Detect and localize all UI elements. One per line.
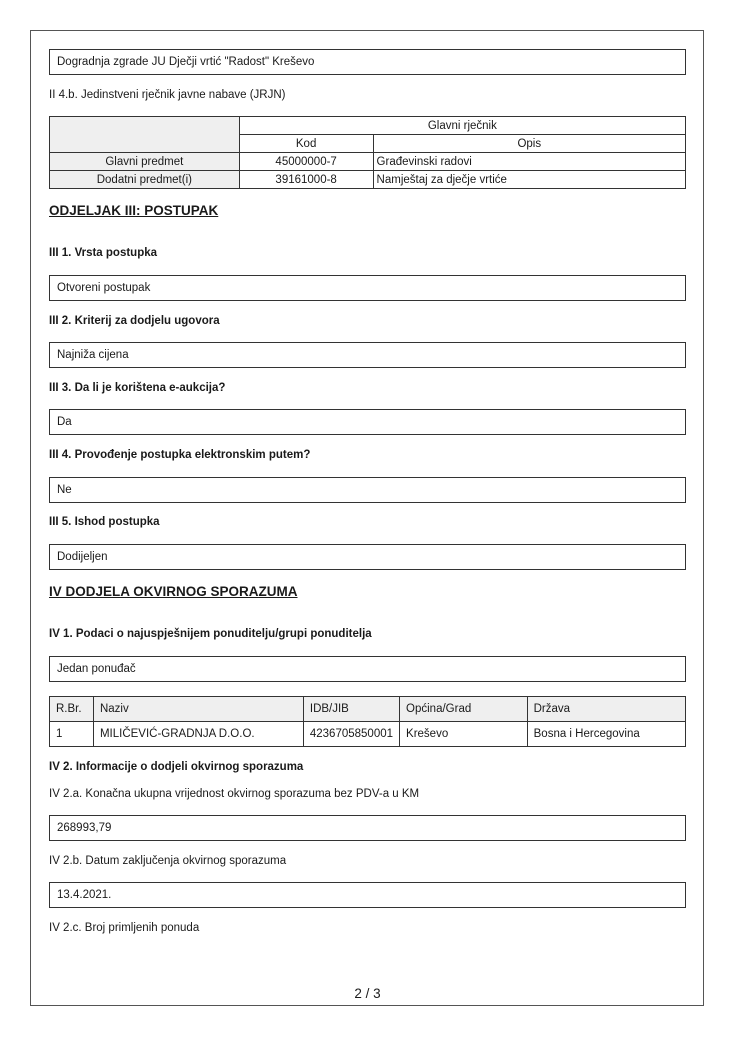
- section3-title: ODJELJAK III: POSTUPAK: [49, 203, 219, 218]
- a-award-criterion: Najniža cijena: [49, 342, 686, 368]
- q-award-info: IV 2. Informacije o dodjeli okvirnog sporazuma: [49, 761, 304, 773]
- table-header-row: [50, 697, 686, 722]
- page-number: 2 / 3: [354, 986, 381, 1001]
- q-bidder: IV 1. Podaci o najuspješnijem ponuditelju/grupi ponuditelja: [49, 628, 372, 640]
- cpv-col-kod: Kod: [239, 135, 373, 153]
- cell-rbr: 1: [50, 722, 94, 747]
- col-naziv: Naziv: [93, 697, 303, 722]
- q-offers-count: IV 2.c. Broj primljenih ponuda: [49, 922, 200, 934]
- table-row: [50, 722, 686, 747]
- col-idb: IDB/JIB: [303, 697, 399, 722]
- q-electronic: III 4. Provođenje postupka elektronskim putem?: [49, 449, 311, 461]
- cell-naziv: MILIČEVIĆ-GRADNJA D.O.O.: [93, 722, 303, 747]
- a-total-value: 268993,79: [49, 815, 686, 841]
- cpv-row-opis: Namještaj za dječje vrtiće: [373, 171, 685, 189]
- q-outcome: III 5. Ishod postupka: [49, 516, 160, 528]
- col-drzava: Država: [527, 697, 685, 722]
- a-procedure-type: Otvoreni postupak: [49, 275, 686, 301]
- q-award-criterion: III 2. Kriterij za dodjelu ugovora: [49, 315, 220, 327]
- cpv-col-opis: Opis: [373, 135, 685, 153]
- cpv-blank-cell: [50, 117, 240, 153]
- cpv-table: [49, 116, 686, 189]
- table-row: [50, 153, 686, 171]
- cell-opcina: Kreševo: [400, 722, 528, 747]
- cpv-row-kod: 39161000-8: [239, 171, 373, 189]
- table-row: [50, 171, 686, 189]
- q-procedure-type: III 1. Vrsta postupka: [49, 247, 158, 259]
- cpv-group-header: Glavni rječnik: [239, 117, 685, 135]
- a-conclusion-date: 13.4.2021.: [49, 882, 686, 908]
- section4-title: IV DODJELA OKVIRNOG SPORAZUMA: [49, 584, 298, 599]
- cpv-row-label: Dodatni predmet(i): [50, 171, 240, 189]
- col-rbr: R.Br.: [50, 697, 94, 722]
- a-electronic: Ne: [49, 477, 686, 503]
- contract-title-box: Dogradnja zgrade JU Dječji vrtić "Radost" Kreševo: [49, 49, 686, 75]
- cpv-row-label: Glavni predmet: [50, 153, 240, 171]
- col-opcina: Općina/Grad: [400, 697, 528, 722]
- a-bidder: Jedan ponuđač: [49, 656, 686, 682]
- a-outcome: Dodijeljen: [49, 544, 686, 570]
- cpv-row-kod: 45000000-7: [239, 153, 373, 171]
- cell-idb: 4236705850001: [303, 722, 399, 747]
- q-e-auction: III 3. Da li je korištena e-aukcija?: [49, 382, 226, 394]
- q-conclusion-date: IV 2.b. Datum zaključenja okvirnog sporazuma: [49, 855, 287, 867]
- a-e-auction: Da: [49, 409, 686, 435]
- q-total-value: IV 2.a. Konačna ukupna vrijednost okvirnog sporazuma bez PDV-a u KM: [49, 788, 420, 800]
- bidder-table: [49, 696, 686, 747]
- cpv-row-opis: Građevinski radovi: [373, 153, 685, 171]
- jrjn-label: II 4.b. Jedinstveni rječnik javne nabave (JRJN): [49, 89, 286, 101]
- cell-drzava: Bosna i Hercegovina: [527, 722, 685, 747]
